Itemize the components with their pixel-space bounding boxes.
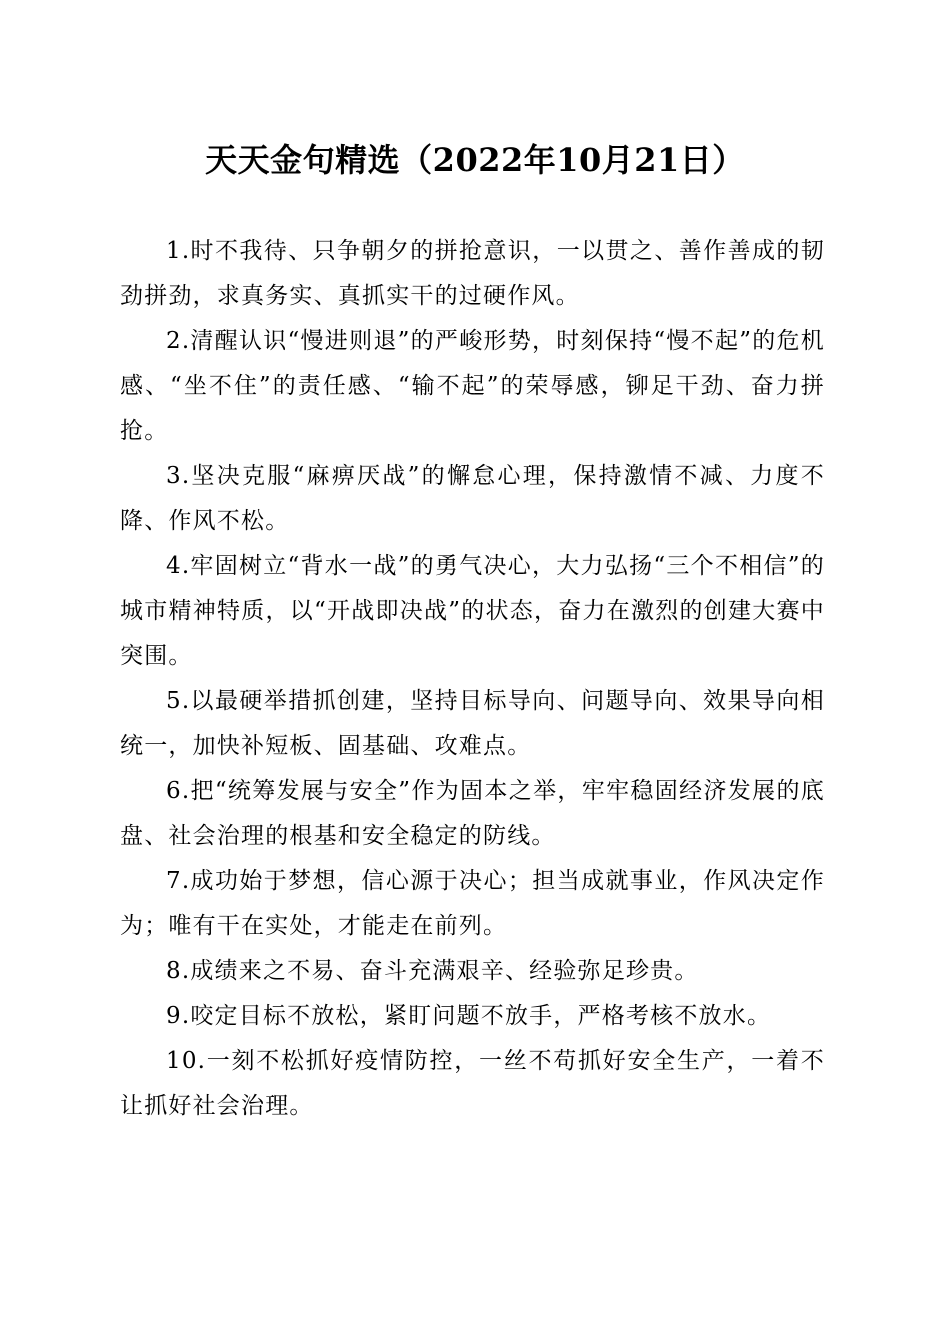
quote-paragraph-7: 7.成功始于梦想，信心源于决心；担当成就事业，作风决定作为；唯有干在实处，才能走在前列。 [120,868,825,939]
quote-paragraph-1: 1.时不我待、只争朝夕的拼抢意识，一以贯之、善作善成的韧劲拼劲，求真务实、真抓实干的过硬作风。 [120,238,825,309]
quote-paragraph-6: 6.把“统筹发展与安全”作为固本之举，牢牢稳固经济发展的底盘、社会治理的根基和安全稳定的防线。 [120,778,825,849]
quote-paragraph-3: 3.坚决克服“麻痹厌战”的懈怠心理，保持激情不减、力度不降、作风不松。 [120,463,825,534]
quote-paragraph-9: 9.咬定目标不放松，紧盯问题不放手，严格考核不放水。 [166,1003,772,1029]
quote-paragraph-2: 2.清醒认识“慢进则退”的严峻形势，时刻保持“慢不起”的危机感、“坐不住”的责任感、“输不起”的荣辱感，铆足干劲、奋力拼抢。 [120,328,825,444]
quote-paragraph-8: 8.成绩来之不易、奋斗充满艰辛、经验弥足珍贵。 [166,958,699,984]
quote-paragraph-10: 10.一刻不松抓好疫情防控，一丝不苟抓好安全生产，一着不让抓好社会治理。 [120,1048,825,1119]
quote-paragraph-5: 5.以最硬举措抓创建，坚持目标导向、问题导向、效果导向相统一，加快补短板、固基础、攻难点。 [120,688,825,759]
quote-paragraph-4: 4.牢固树立“背水一战”的勇气决心，大力弘扬“三个不相信”的城市精神特质，以“开战即决战”的状态，奋力在激烈的创建大赛中突围。 [120,553,825,669]
document-title: 天天金句精选（2022年10月21日） [205,141,745,179]
document-body [120,229,825,1129]
